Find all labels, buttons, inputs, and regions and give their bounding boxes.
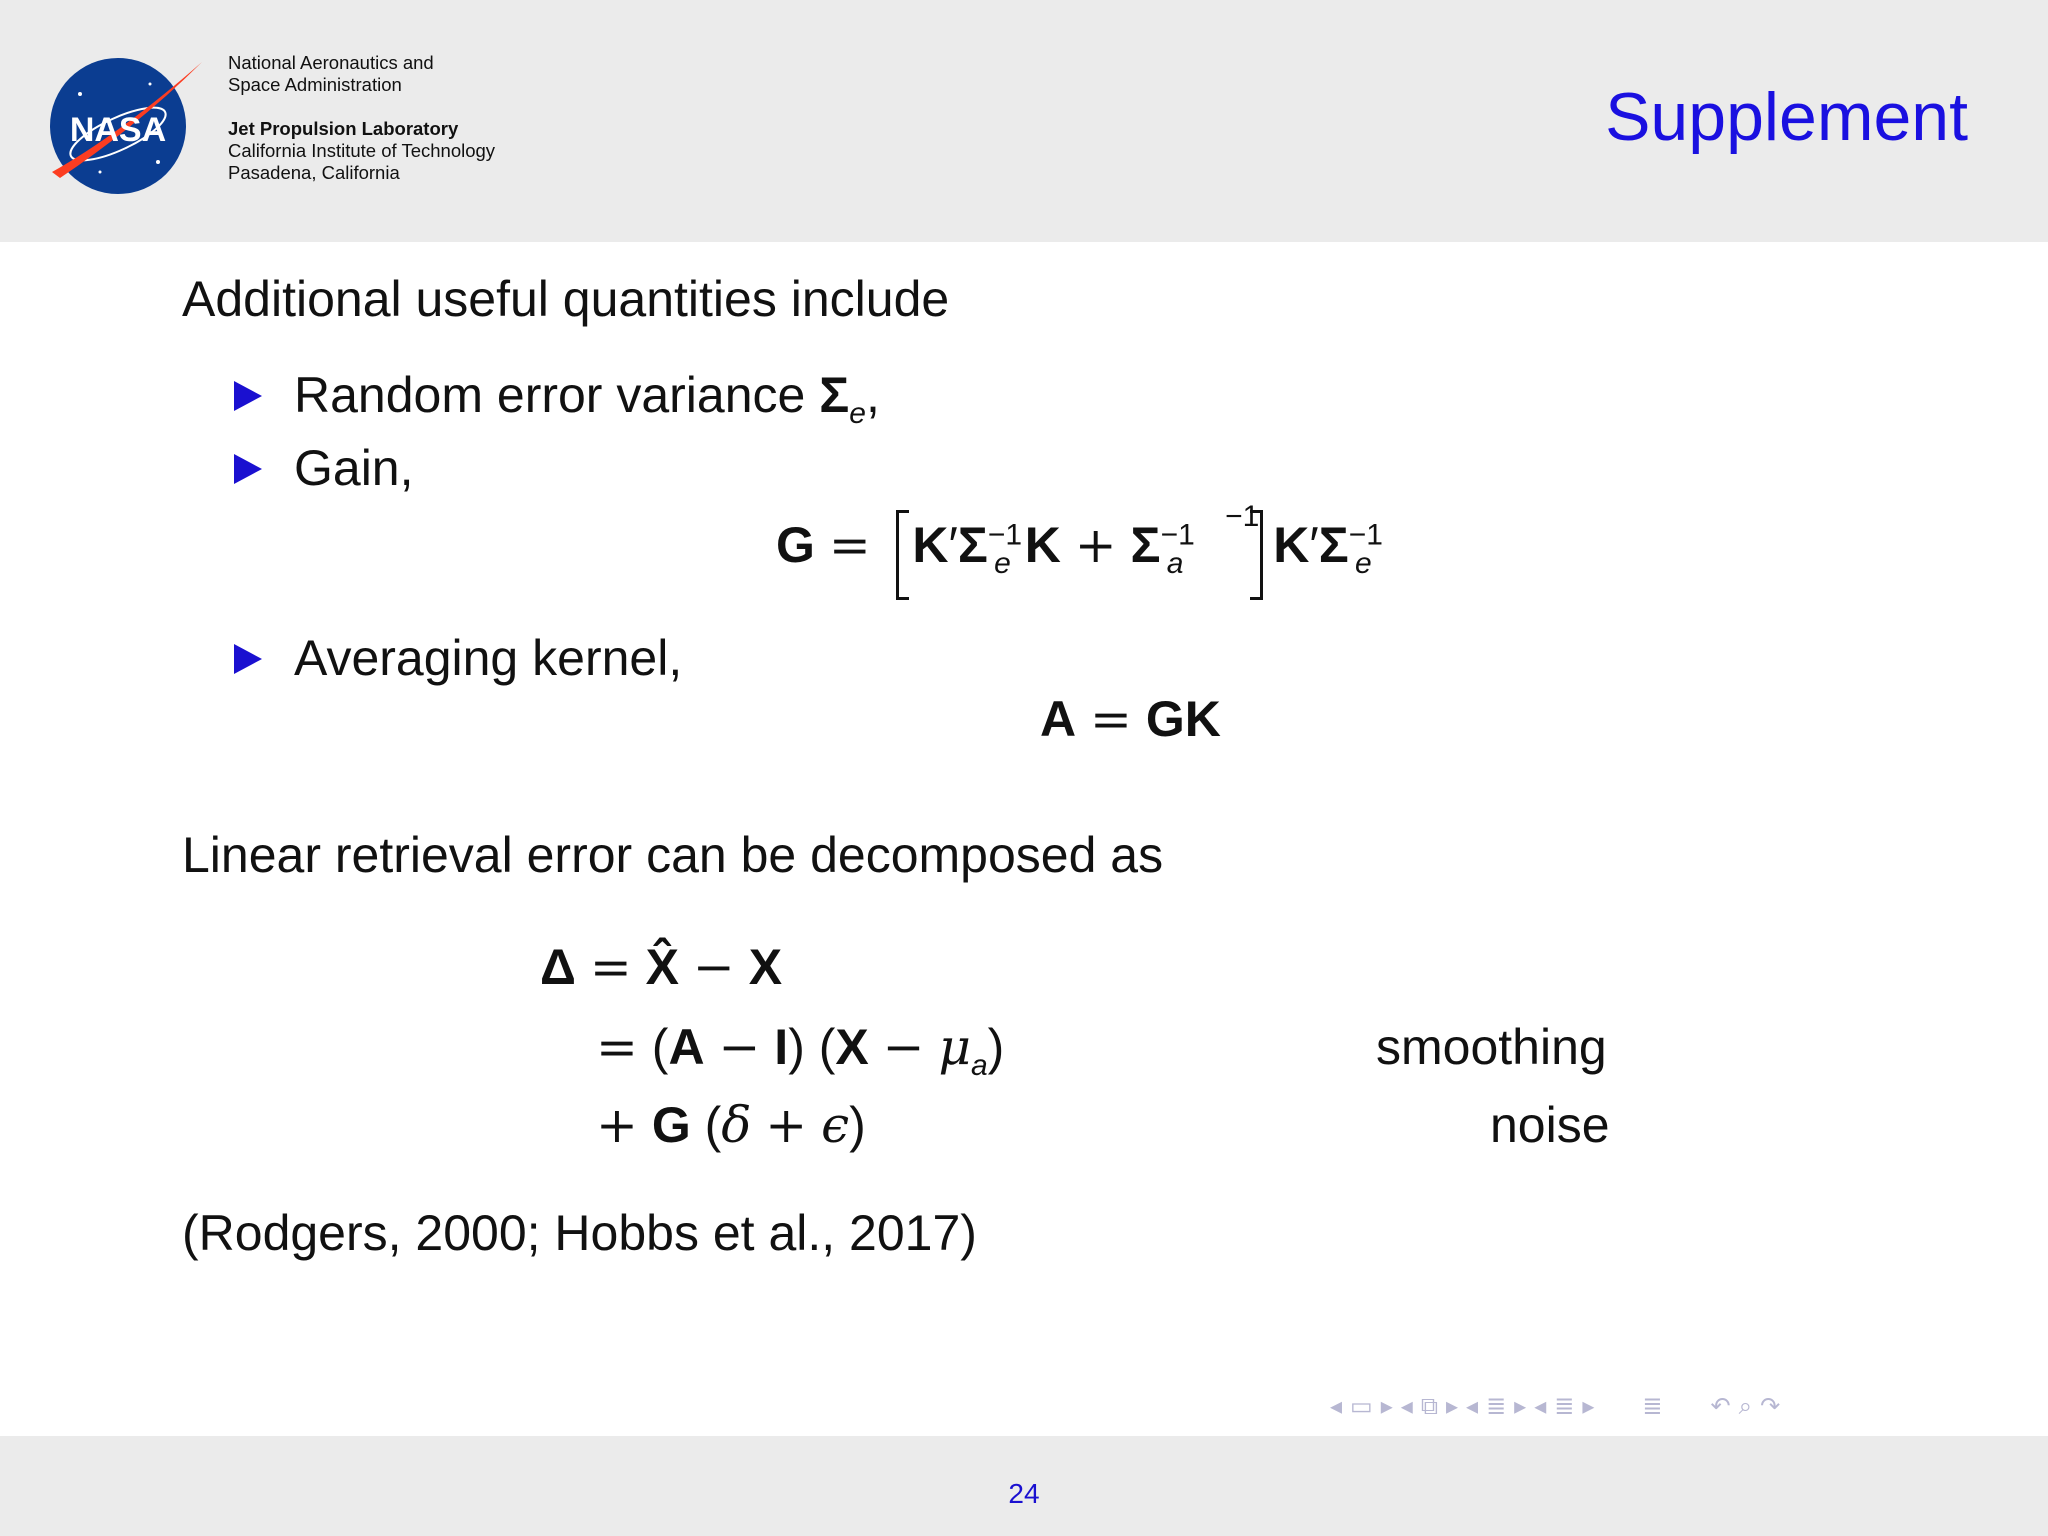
lab-name: Jet Propulsion Laboratory (228, 118, 459, 139)
redo-icon[interactable]: ↷ (1760, 1393, 1781, 1420)
beamer-navigation (1330, 1392, 1780, 1422)
error-equation-line-3: + G (δ + ϵ) (596, 1096, 866, 1154)
gain-equation: G = $K'\Sigma^{-1}_e$ $K + \Sigma^{-1}_a$ $^{-1}$ $K'\Sigma^{-1}_e$ (776, 500, 1383, 580)
bullet-icon (234, 454, 262, 484)
citation: (Rodgers, 2000; Hobbs et al., 2017) (182, 1205, 977, 1261)
arrow-right-icon[interactable]: ▸ (1380, 1393, 1393, 1420)
org-line-1: National Aeronautics and (228, 52, 434, 73)
arrow-left-icon[interactable]: ◂ (1466, 1393, 1479, 1420)
averaging-kernel-equation: A = GK (1040, 690, 1221, 748)
lab-line-2: California Institute of Technology (228, 140, 496, 161)
bullet-icon (234, 644, 262, 674)
organization-block (228, 52, 495, 184)
page-number: 24 (1008, 1478, 1040, 1509)
appendix-icon[interactable]: ≣ (1642, 1393, 1663, 1420)
sigma-e-symbol: $\Sigma_e$ (819, 367, 866, 430)
org-line-2: Space Administration (228, 74, 402, 95)
subsection-icon[interactable]: ⧉ (1420, 1393, 1438, 1420)
arrow-right-icon[interactable]: ▸ (1514, 1393, 1527, 1420)
error-equation-line-1: Δ = X̂ − X (540, 938, 783, 996)
arrow-left-icon[interactable]: ◂ (1534, 1393, 1547, 1420)
logo-text: NASA (69, 111, 167, 149)
frame-icon[interactable]: ▭ (1350, 1393, 1373, 1420)
left-bracket (896, 510, 909, 600)
noise-label: noise (1490, 1097, 1610, 1153)
arrow-right-icon[interactable]: ▸ (1445, 1393, 1459, 1420)
intro-text: Additional useful quantities include (182, 271, 950, 327)
undo-icon[interactable]: ↶ (1710, 1393, 1731, 1420)
bullet-averaging-kernel: Averaging kernel, (294, 630, 683, 686)
bullet-random-error: Random error variance $\Sigma_e$, (294, 367, 880, 430)
arrow-left-icon[interactable]: ◂ (1330, 1393, 1343, 1420)
nasa-logo (40, 54, 210, 204)
decomposition-intro: Linear retrieval error can be decomposed as (182, 827, 1164, 883)
slide-title: Supplement (1605, 79, 1968, 155)
bullet-icon (234, 381, 262, 411)
toc-icon[interactable]: ≣ (1554, 1393, 1575, 1420)
arrow-left-icon[interactable]: ◂ (1400, 1393, 1413, 1420)
bullet-gain: Gain, (294, 440, 414, 496)
lab-line-3: Pasadena, California (228, 162, 400, 183)
error-equation-line-2: = (A − I) $(X - \mu_a)$ (596, 1018, 1005, 1082)
bullet-label: Random error variance (294, 367, 820, 423)
right-bracket (1250, 510, 1263, 600)
section-icon[interactable]: ≣ (1486, 1393, 1507, 1420)
slide-header (0, 0, 2048, 242)
smoothing-label: smoothing (1376, 1019, 1607, 1075)
arrow-right-icon[interactable]: ▸ (1582, 1393, 1595, 1420)
search-icon[interactable]: ⌕ (1738, 1393, 1753, 1420)
